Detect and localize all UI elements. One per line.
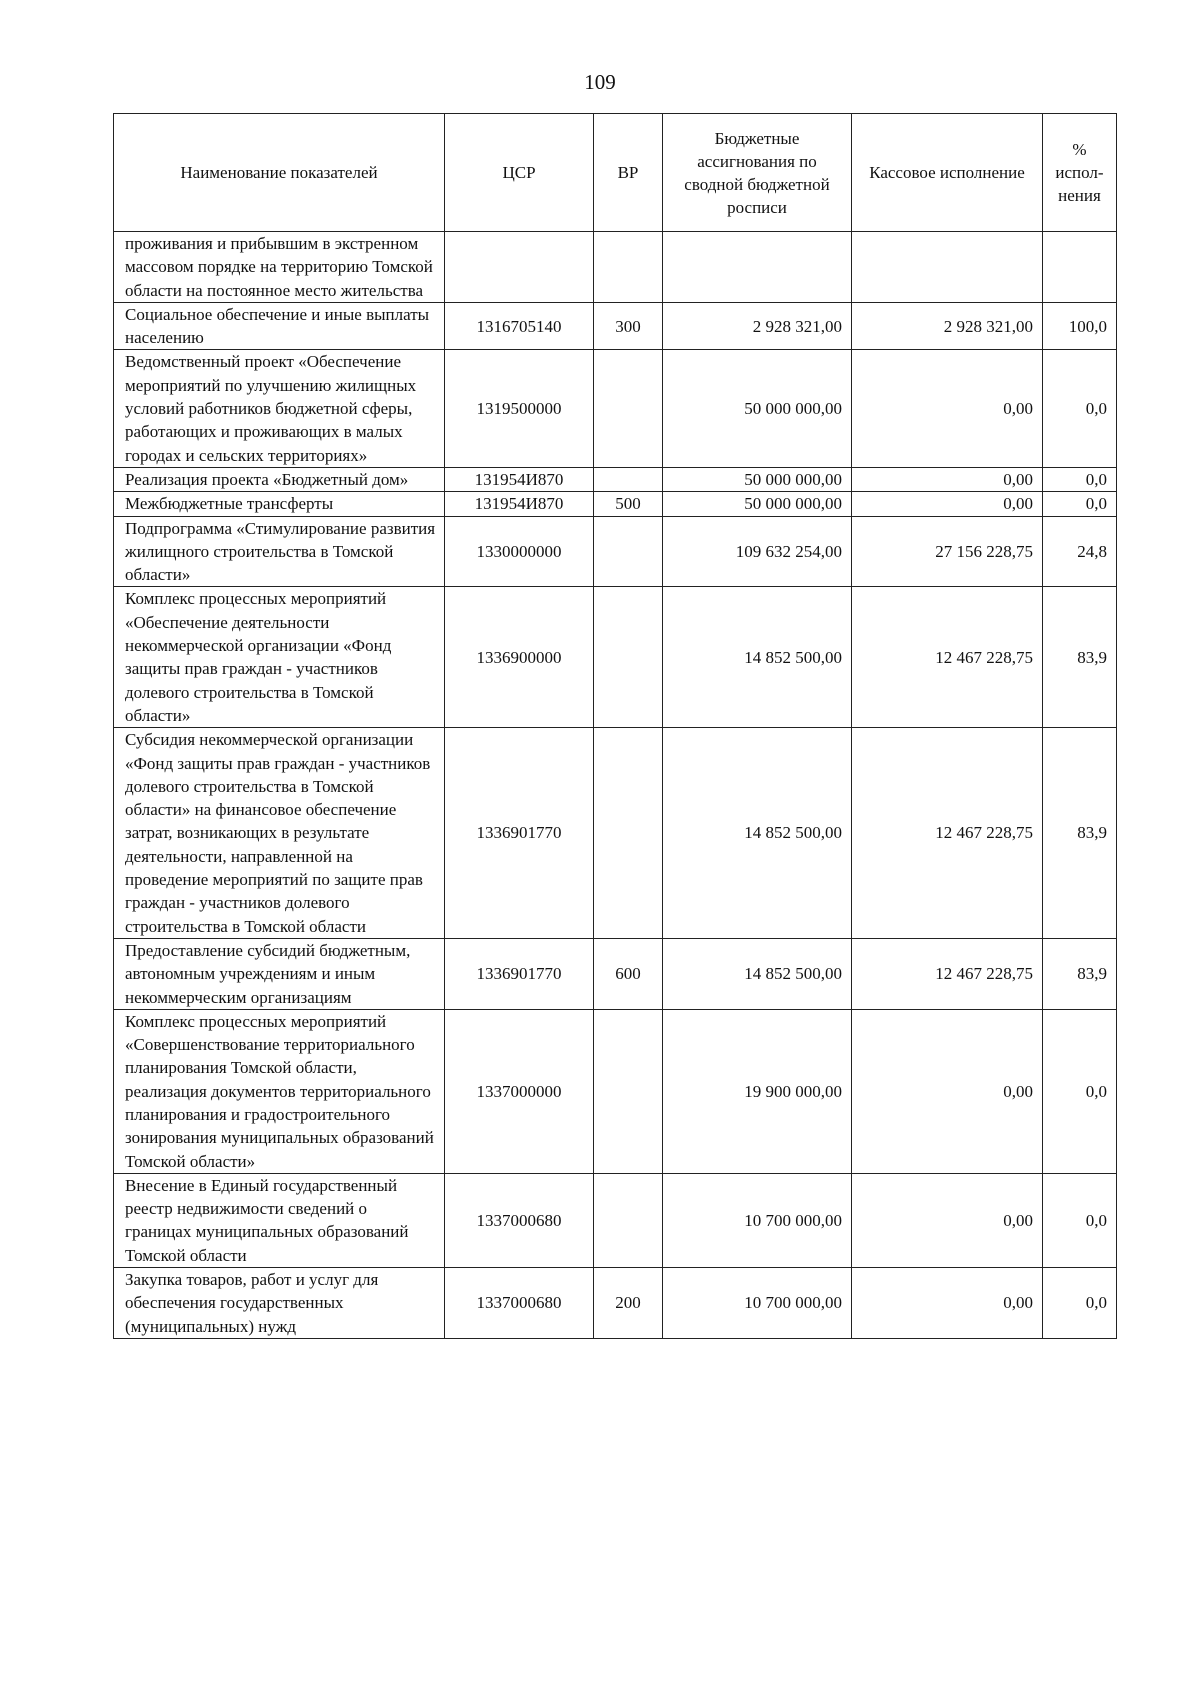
cell-csr: 131954И870 [445, 467, 594, 491]
cell-percent: 100,0 [1043, 302, 1117, 350]
cell-csr: 131954И870 [445, 492, 594, 516]
table-row [114, 467, 1117, 491]
cell-vr [594, 1009, 663, 1173]
cell-cash-execution: 0,00 [852, 1268, 1043, 1339]
cell-cash-execution [852, 232, 1043, 303]
cell-name: Закупка товаров, работ и услуг для обеспечения государственных (муниципальных) нужд [114, 1268, 445, 1339]
table-row [114, 302, 1117, 350]
cell-name: Межбюджетные трансферты [114, 492, 445, 516]
table-header-row [114, 114, 1117, 232]
budget-table [113, 113, 1117, 1339]
cell-percent: 0,0 [1043, 1268, 1117, 1339]
table-row [114, 492, 1117, 516]
cell-csr: 1337000680 [445, 1173, 594, 1267]
cell-vr: 500 [594, 492, 663, 516]
cell-vr [594, 232, 663, 303]
cell-name: Внесение в Единый государственный реестр недвижимости сведений о границах муниципальных образований Томской области [114, 1173, 445, 1267]
cell-percent: 0,0 [1043, 467, 1117, 491]
cell-assignments [663, 232, 852, 303]
cell-csr: 1337000680 [445, 1268, 594, 1339]
cell-csr: 1336900000 [445, 587, 594, 728]
cell-assignments: 2 928 321,00 [663, 302, 852, 350]
cell-assignments: 14 852 500,00 [663, 587, 852, 728]
cell-cash-execution: 12 467 228,75 [852, 938, 1043, 1009]
cell-csr: 1330000000 [445, 516, 594, 587]
cell-cash-execution: 0,00 [852, 1009, 1043, 1173]
cell-percent: 83,9 [1043, 728, 1117, 939]
table-body [114, 232, 1117, 1339]
table-row [114, 232, 1117, 303]
cell-vr: 300 [594, 302, 663, 350]
page-number: 109 [584, 70, 616, 94]
cell-name: Подпрограмма «Стимулирование развития жилищного строительства в Томской области» [114, 516, 445, 587]
cell-cash-execution: 2 928 321,00 [852, 302, 1043, 350]
cell-percent: 0,0 [1043, 1009, 1117, 1173]
cell-cash-execution: 0,00 [852, 467, 1043, 491]
cell-cash-execution: 0,00 [852, 1173, 1043, 1267]
cell-percent: 0,0 [1043, 1173, 1117, 1267]
header-assignments: Бюджетные ассигнования по сводной бюджетной росписи [663, 114, 852, 232]
cell-name: Социальное обеспечение и иные выплаты населению [114, 302, 445, 350]
cell-assignments: 50 000 000,00 [663, 492, 852, 516]
cell-name: Ведомственный проект «Обеспечение мероприятий по улучшению жилищных условий работников бюджетной сферы, работающих и проживающих в малых городах и сельских территориях» [114, 350, 445, 467]
cell-name: Реализация проекта «Бюджетный дом» [114, 467, 445, 491]
cell-assignments: 14 852 500,00 [663, 728, 852, 939]
cell-vr [594, 728, 663, 939]
cell-percent: 0,0 [1043, 350, 1117, 467]
cell-assignments: 50 000 000,00 [663, 467, 852, 491]
table-row [114, 728, 1117, 939]
cell-csr: 1319500000 [445, 350, 594, 467]
table-row [114, 1009, 1117, 1173]
cell-cash-execution: 0,00 [852, 492, 1043, 516]
cell-name: проживания и прибывшим в экстренном массовом порядке на территорию Томской области на постоянное место жительства [114, 232, 445, 303]
header-vr: ВР [594, 114, 663, 232]
cell-name: Предоставление субсидий бюджетным, автономным учреждениям и иным некоммерческим организациям [114, 938, 445, 1009]
cell-cash-execution: 27 156 228,75 [852, 516, 1043, 587]
cell-percent: 24,8 [1043, 516, 1117, 587]
header-name: Наименование показателей [114, 114, 445, 232]
cell-vr [594, 587, 663, 728]
header-csr: ЦСР [445, 114, 594, 232]
cell-assignments: 10 700 000,00 [663, 1268, 852, 1339]
cell-csr: 1316705140 [445, 302, 594, 350]
table-row [114, 938, 1117, 1009]
cell-assignments: 109 632 254,00 [663, 516, 852, 587]
cell-vr [594, 1173, 663, 1267]
cell-vr [594, 350, 663, 467]
cell-percent [1043, 232, 1117, 303]
table-row [114, 350, 1117, 467]
header-percent: % испол-нения [1043, 114, 1117, 232]
cell-assignments: 10 700 000,00 [663, 1173, 852, 1267]
cell-percent: 83,9 [1043, 938, 1117, 1009]
cell-name: Субсидия некоммерческой организации «Фонд защиты прав граждан - участников долевого строительства в Томской области» на финансовое обеспечение затрат, возникающих в результате деятельности, направленной на проведение мероприятий по защите прав граждан - участников долевого строительства в Томской области [114, 728, 445, 939]
cell-name: Комплекс процессных мероприятий «Обеспечение деятельности некоммерческой организации «Фонд защиты прав граждан - участников долевого строительства в Томской области» [114, 587, 445, 728]
cell-percent: 0,0 [1043, 492, 1117, 516]
cell-csr: 1336901770 [445, 728, 594, 939]
cell-vr [594, 516, 663, 587]
cell-cash-execution: 12 467 228,75 [852, 728, 1043, 939]
cell-csr: 1337000000 [445, 1009, 594, 1173]
table-row [114, 516, 1117, 587]
cell-vr: 600 [594, 938, 663, 1009]
cell-assignments: 14 852 500,00 [663, 938, 852, 1009]
cell-csr: 1336901770 [445, 938, 594, 1009]
cell-vr [594, 467, 663, 491]
cell-name: Комплекс процессных мероприятий «Совершенствование территориального планирования Томской области, реализация документов территориального планирования и градостроительного зонирования муниципальных образований Томской области» [114, 1009, 445, 1173]
cell-percent: 83,9 [1043, 587, 1117, 728]
table-row [114, 587, 1117, 728]
cell-cash-execution: 0,00 [852, 350, 1043, 467]
cell-cash-execution: 12 467 228,75 [852, 587, 1043, 728]
cell-csr [445, 232, 594, 303]
cell-assignments: 50 000 000,00 [663, 350, 852, 467]
cell-vr: 200 [594, 1268, 663, 1339]
header-cash-execution: Кассовое исполнение [852, 114, 1043, 232]
table-row [114, 1173, 1117, 1267]
cell-assignments: 19 900 000,00 [663, 1009, 852, 1173]
table-row [114, 1268, 1117, 1339]
